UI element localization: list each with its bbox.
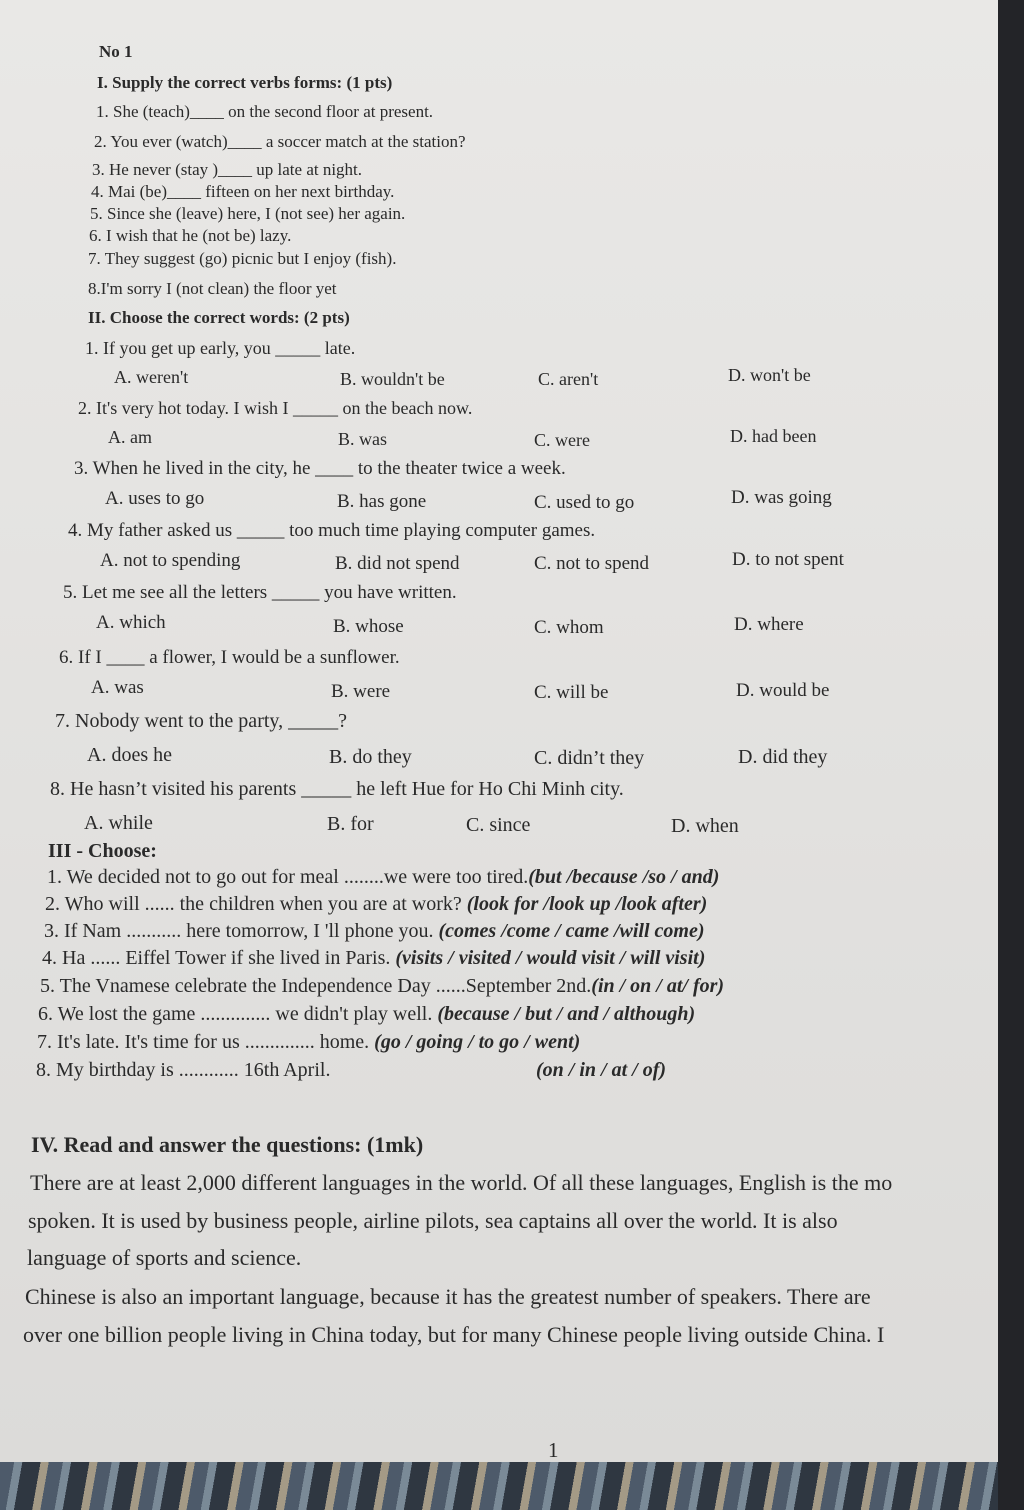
option-b: B. were (331, 681, 391, 702)
option-c: C. whom (534, 617, 604, 638)
part3-item-choices: (but /because /so / and) (528, 866, 720, 888)
question-text: 6. If I ____ a flower, I would be a sunflower. (59, 647, 400, 668)
option-d: D. had been (730, 426, 817, 446)
passage-line: Chinese is also an important language, because it has the greatest number of speakers. There are (25, 1284, 871, 1309)
question-text: 2. It's very hot today. I wish I _____ on the beach now. (78, 398, 473, 418)
part3-item-text: 1. We decided not to go out for meal ........we were too tired. (47, 866, 529, 888)
part1-item: 2. You ever (watch)____ a soccer match at the station? (94, 132, 466, 151)
option-b: B. wouldn't be (340, 369, 445, 389)
part3-item-choices: (look for /look up /look after) (466, 893, 708, 915)
part3-item-text: 8. My birthday is ............ 16th April. (36, 1059, 331, 1081)
option-d: D. where (734, 614, 804, 635)
part3-item-choices: (comes /come / came /will come) (438, 920, 705, 942)
option-a: A. does he (87, 744, 172, 766)
option-d: D. would be (736, 680, 830, 701)
question-text: 3. When he lived in the city, he ____ to the theater twice a week. (74, 458, 566, 479)
part3-item-text: 7. It's late. It's time for us .............. home. (37, 1031, 370, 1053)
page-header: No 1 (99, 42, 133, 61)
part3-item (44, 920, 704, 943)
part3-item-choices: (because / but / and / although) (437, 1003, 696, 1025)
part1-item: 4. Mai (be)____ fifteen on her next birthday. (91, 182, 395, 201)
part1-item: 7. They suggest (go) picnic but I enjoy (fish). (88, 249, 397, 268)
part3-item-text: 2. Who will ...... the children when you are at work? (45, 893, 462, 915)
option-b: B. whose (333, 616, 404, 637)
option-d: D. won't be (728, 365, 811, 385)
option-d: D. was going (731, 487, 832, 508)
option-b: B. did not spend (335, 553, 460, 574)
option-a: A. not to spending (100, 550, 241, 571)
part3-item-text: 3. If Nam ........... here tomorrow, I 'll phone you. (44, 920, 434, 942)
option-c: C. used to go (534, 492, 635, 513)
part3-title: III - Choose: (48, 840, 157, 862)
question-text: 5. Let me see all the letters _____ you have written. (63, 582, 457, 603)
part3-item (40, 975, 724, 998)
question-text: 4. My father asked us _____ too much time playing computer games. (68, 520, 596, 541)
part3-item-choices: (go / going / to go / went) (374, 1031, 581, 1053)
part1-item: 8.I'm sorry I (not clean) the floor yet (88, 279, 337, 298)
question-text: 1. If you get up early, you _____ late. (85, 338, 356, 358)
part3-item-choices: (in / on / at/ for) (591, 975, 725, 997)
part1-title: I. Supply the correct verbs forms: (1 pts) (97, 73, 393, 92)
option-d: D. did they (738, 746, 828, 768)
passage-line: There are at least 2,000 different languages in the world. Of all these languages, English is the mo (30, 1170, 893, 1195)
part3-item (42, 947, 705, 970)
part2-title: II. Choose the correct words: (2 pts) (88, 308, 350, 327)
option-c: C. didn’t they (534, 747, 645, 769)
option-a: A. which (96, 612, 166, 633)
option-d: D. to not spent (732, 549, 844, 570)
part3-item-choices: (visits / visited / would visit / will visit) (395, 947, 706, 969)
option-b: B. do they (329, 746, 412, 768)
part1-item: 6. I wish that he (not be) lazy. (89, 226, 292, 245)
option-b: B. for (327, 813, 374, 835)
part3-item (37, 1031, 580, 1054)
option-d: D. when (671, 815, 739, 837)
part3-item-text: 4. Ha ...... Eiffel Tower if she lived in Paris. (42, 947, 391, 969)
part4-title: IV. Read and answer the questions: (1mk) (31, 1132, 424, 1157)
option-a: A. while (84, 812, 153, 834)
option-c: C. were (534, 430, 590, 450)
part3-item (47, 866, 719, 889)
passage-line: over one billion people living in China today, but for many Chinese people living outside China. I (23, 1322, 885, 1347)
option-a: A. am (108, 427, 152, 447)
option-b: B. has gone (337, 491, 427, 512)
part1-item: 1. She (teach)____ on the second floor at present. (96, 102, 434, 121)
part1-item: 5. Since she (leave) here, I (not see) her again. (90, 204, 406, 223)
background-carpet (0, 1462, 998, 1510)
passage-line: spoken. It is used by business people, airline pilots, sea captains all over the world. It is also (28, 1208, 838, 1233)
option-b: B. was (338, 429, 387, 449)
question-text: 8. He hasn’t visited his parents _____ he left Hue for Ho Chi Minh city. (50, 778, 624, 800)
part3-item (45, 893, 707, 916)
option-a: A. was (91, 677, 144, 698)
option-a: A. uses to go (105, 488, 205, 509)
background-edge (998, 0, 1024, 1510)
page-number: 1 (548, 1438, 559, 1462)
option-a: A. weren't (114, 367, 189, 387)
option-c: C. aren't (538, 369, 599, 389)
passage-line: language of sports and science. (27, 1245, 302, 1270)
part3-item (38, 1003, 695, 1026)
part3-item-text: 6. We lost the game .............. we didn't play well. (38, 1003, 433, 1025)
part3-item (36, 1059, 667, 1082)
part3-item-choices: (on / in / at / of) (536, 1059, 667, 1081)
option-c: C. not to spend (534, 553, 650, 574)
part3-item-text: 5. The Vnamese celebrate the Independence Day ......September 2nd. (40, 975, 592, 997)
option-c: C. will be (534, 682, 609, 703)
question-text: 7. Nobody went to the party, _____? (55, 710, 347, 732)
part1-item: 3. He never (stay )____ up late at night. (92, 160, 363, 179)
option-c: C. since (466, 814, 531, 836)
